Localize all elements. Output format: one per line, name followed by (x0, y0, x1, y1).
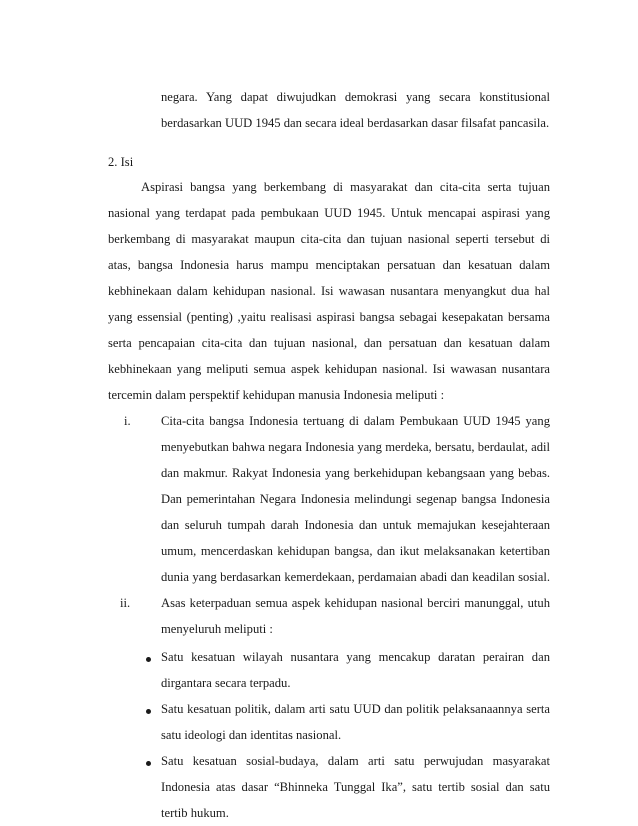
item-i-line-4: Dan pemerintahan Negara Indonesia melindungi segenap bangsa Indonesia (161, 492, 550, 506)
item-i-line-6: umum, mencerdaskan kehidupan bangsa, dan ikut melaksanakan ketertiban (161, 544, 550, 558)
item-i-line-3: dan makmur. Rakyat Indonesia yang berkehidupan kebangsaan yang bebas. (161, 466, 550, 480)
bullet-3-line-1: Satu kesatuan sosial-budaya, dalam arti satu perwujudan masyarakat (161, 754, 550, 768)
body-line-1: Aspirasi bangsa yang berkembang di masyarakat dan cita-cita serta tujuan (141, 180, 550, 194)
bullet-icon (146, 761, 151, 766)
item-ii-line-1: Asas keterpaduan semua aspek kehidupan nasional berciri manunggal, utuh (161, 596, 550, 610)
bullet-icon (146, 657, 151, 662)
item-i-line-5: dan seluruh tumpah darah Indonesia dan untuk memajukan kesejahteraan (161, 518, 550, 532)
item-i-line-2: menyebutkan bahwa negara Indonesia yang merdeka, bersatu, berdaulat, adil (161, 440, 550, 454)
bullet-2-line-2: satu ideologi dan identitas nasional. (161, 728, 342, 742)
section-heading: 2. Isi (108, 155, 134, 169)
body-line-7: serta pencapaian cita-cita dan tujuan nasional, dan persatuan dan kesatuan dalam (108, 336, 550, 350)
bullet-3-line-2: Indonesia atas dasar “Bhinneka Tunggal Ika”, satu tertib sosial dan satu (161, 780, 550, 794)
body-line-6: yang essensial (penting) ,yaitu realisasi aspirasi bangsa sebagai kesepakatan bersama (108, 310, 550, 324)
body-line-2: nasional yang terdapat pada pembukaan UUD 1945. Untuk mencapai aspirasi yang (108, 206, 550, 220)
body-line-8: kebhinekaan yang meliputi semua aspek kehidupan nasional. Isi wawasan nusantara (108, 362, 550, 376)
body-line-5: kebhinekaan dalam kehidupan nasional. Isi wawasan nusantara menyangkut dua hal (108, 284, 550, 298)
body-line-3: berkembang di masyarakat maupun cita-cita dan tujuan nasional seperti tersebut di (108, 232, 550, 246)
item-ii-line-2: menyeluruh meliputi : (161, 622, 273, 636)
item-i-line-7: dunia yang berdasarkan kemerdekaan, perdamaian abadi dan keadilan sosial. (161, 570, 550, 584)
bullet-3-line-3: tertib hukum. (161, 806, 229, 820)
body-line-9: tercemin dalam perspektif kehidupan manusia Indonesia meliputi : (108, 388, 445, 402)
item-i-marker: i. (124, 414, 131, 428)
item-ii-marker: ii. (120, 596, 131, 610)
bullet-icon (146, 709, 151, 714)
intro-line-2: berdasarkan UUD 1945 dan secara ideal berdasarkan dasar filsafat pancasila. (161, 116, 550, 130)
item-i-line-1: Cita-cita bangsa Indonesia tertuang di dalam Pembukaan UUD 1945 yang (161, 414, 550, 428)
intro-line-1: negara. Yang dapat diwujudkan demokrasi yang secara konstitusional (161, 90, 550, 104)
bullet-1-line-2: dirgantara secara terpadu. (161, 676, 291, 690)
bullet-1-line-1: Satu kesatuan wilayah nusantara yang mencakup daratan perairan dan (161, 650, 550, 664)
bullet-2-line-1: Satu kesatuan politik, dalam arti satu UUD dan politik pelaksanaannya serta (161, 702, 550, 716)
body-line-4: atas, bangsa Indonesia harus mampu menciptakan persatuan dan kesatuan dalam (108, 258, 550, 272)
